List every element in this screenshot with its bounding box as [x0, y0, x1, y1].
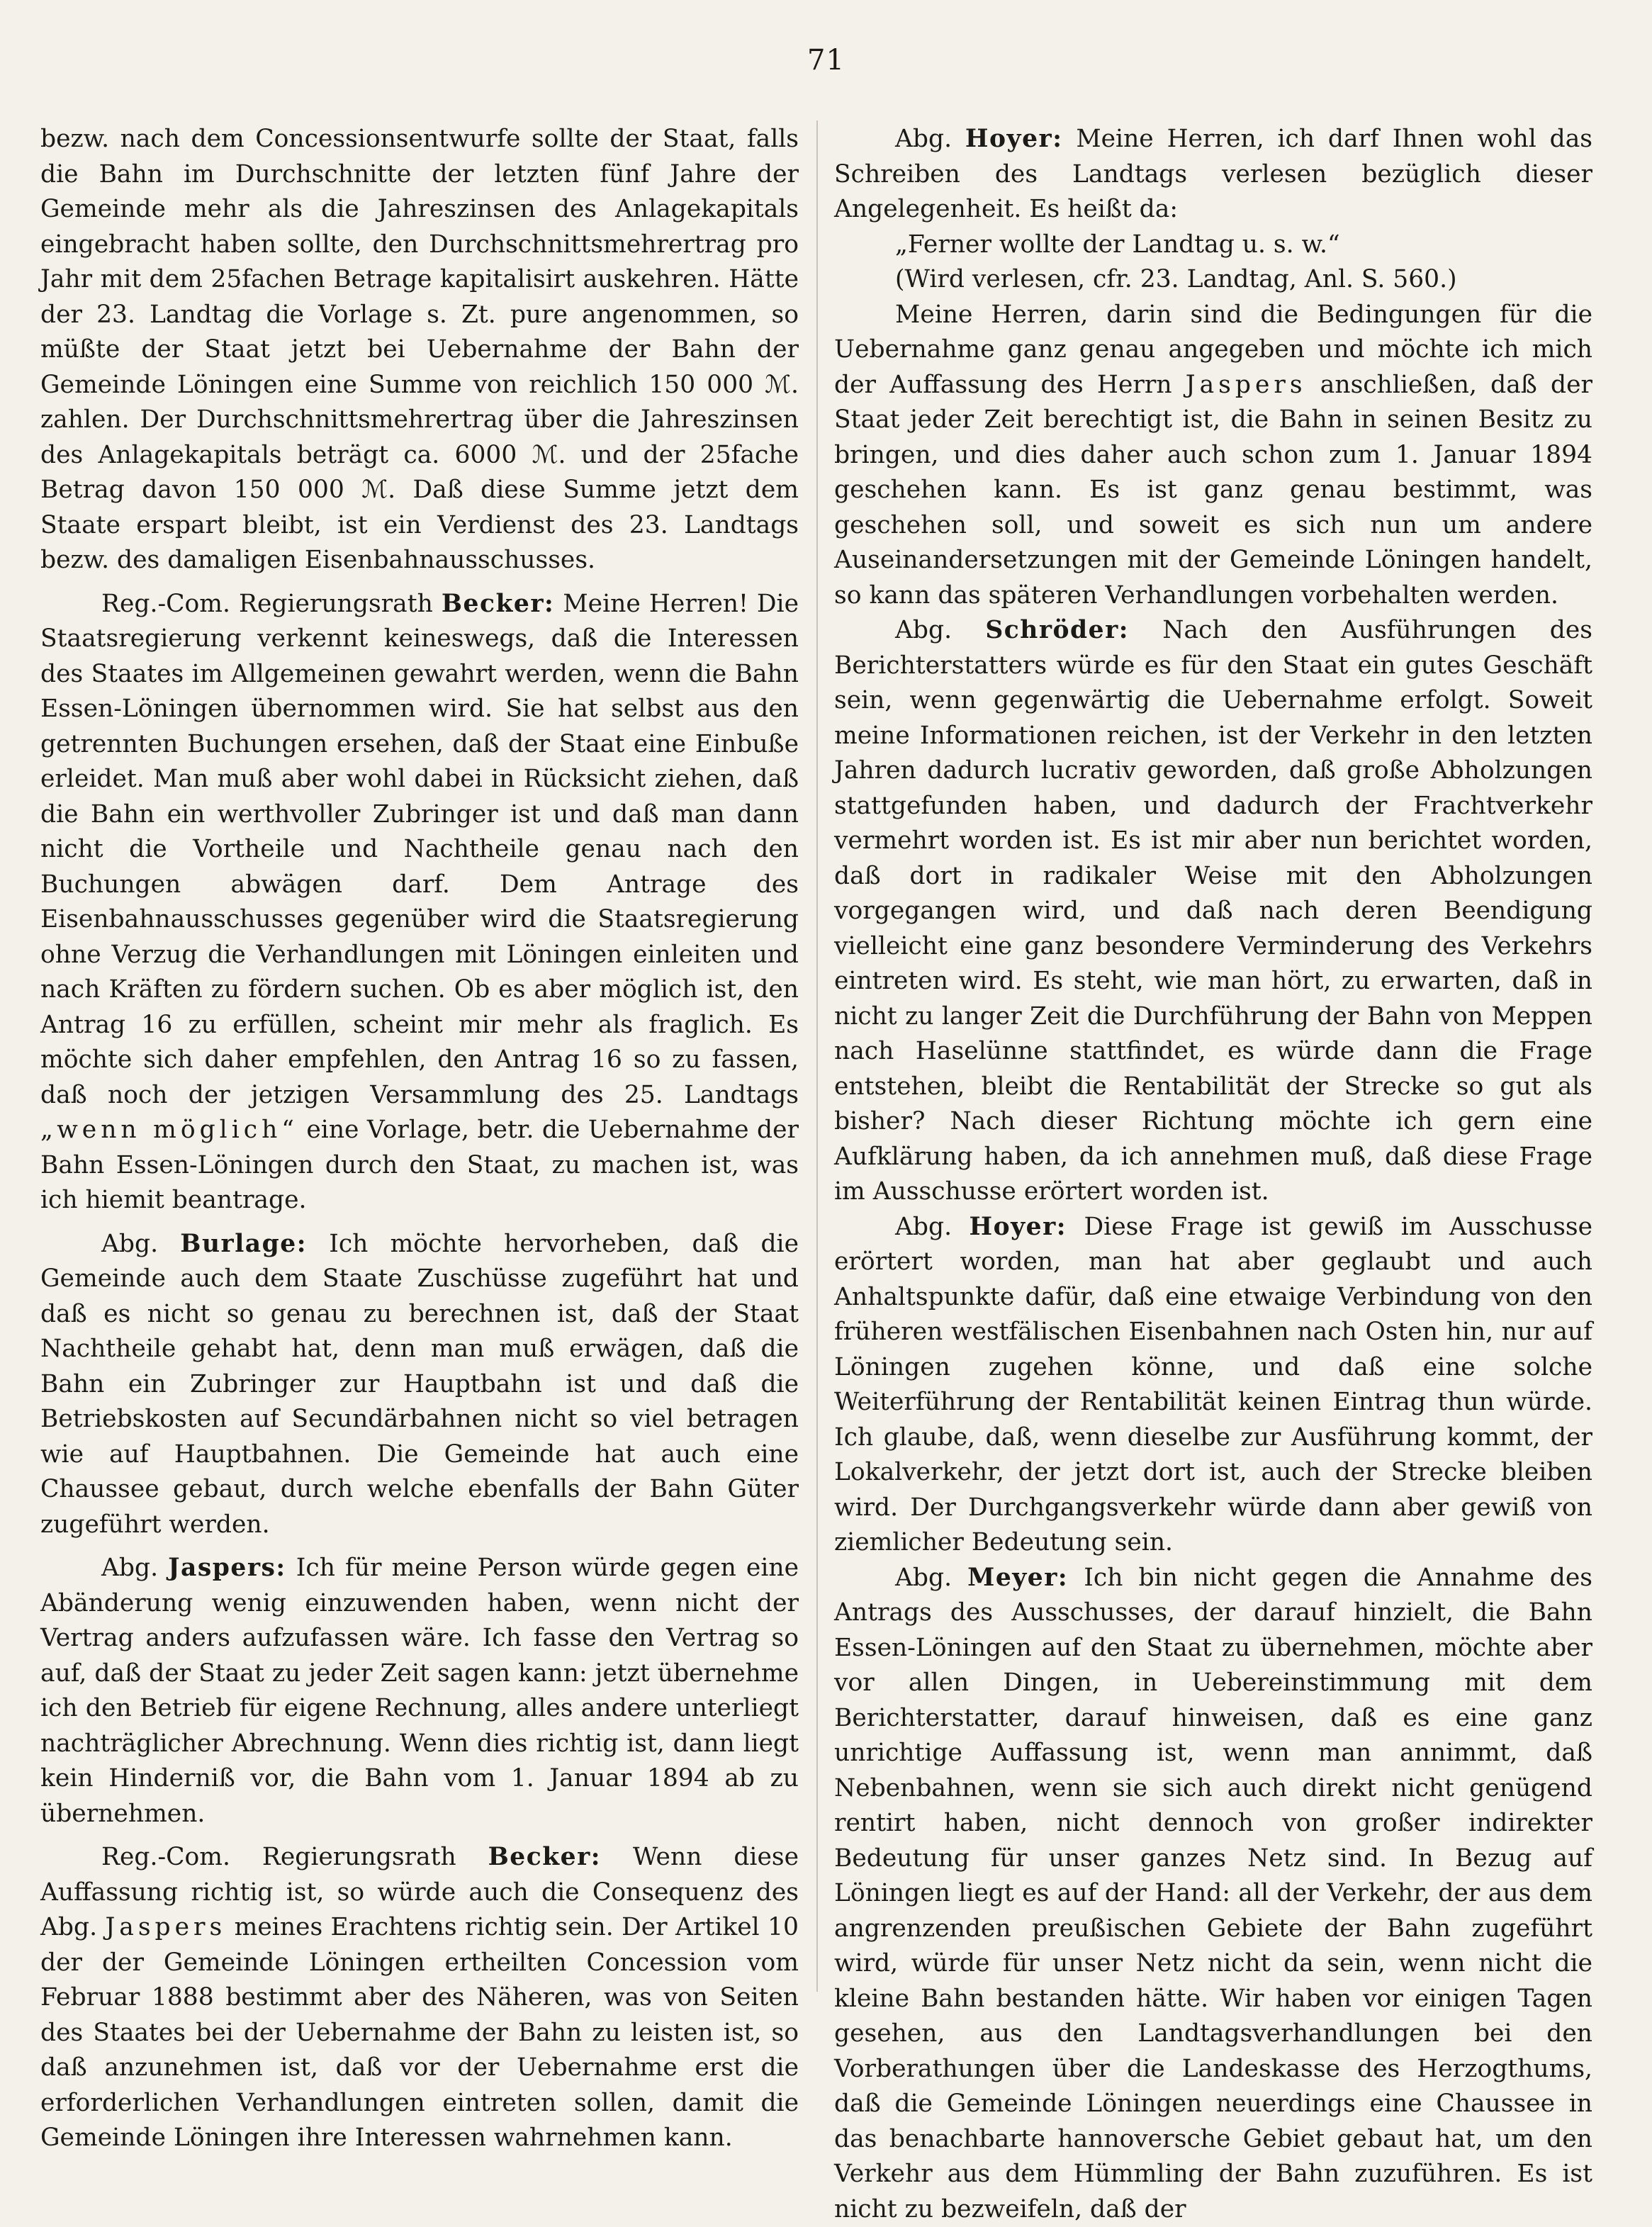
left-column	[40, 122, 799, 2064]
speech-text: anschließen, daß der Staat jeder Zeit berechtigt ist, die Bahn in seinen Besitz zu bringen, und dies daher auch schon zum 1. Januar 1894 geschehen kann. Es ist ganz genau bestimmt, was geschehen soll, und soweit es sich nun um andere Auseinandersetzungen mit der Gemeinde Löningen handelt, so kann das späteren Verhandlungen vorbehalten werden.	[834, 371, 1592, 610]
quoted-text: „Ferner wollte der Landtag u. s. w.“	[834, 228, 1592, 263]
speech-hoyer-1	[834, 122, 1592, 228]
speech-text: Wenn diese Auffassung richtig ist, so würde auch die Consequenz des Abg.	[40, 1843, 799, 1941]
speaker-title: Abg.	[895, 1564, 952, 1592]
page-number: 71	[0, 44, 1652, 77]
speech-schroeder	[834, 613, 1592, 1210]
speech-text: Nach den Ausführungen des Berichterstatters würde es für den Staat ein gutes Geschäft sein, wenn gegenwärtig die Uebernahme erfolgt. Soweit meine Informationen reichen, ist der Verkehr in den letzten Jahren dadurch lucrativ geworden, daß große Abholzungen stattgefunden haben, und dadurch der Frachtverkehr vermehrt worden ist. Es ist mir aber nun berichtet worden, daß dort in radikaler Weise mit den Abholzungen vorgegangen wird, und daß nach deren Beendigung vielleicht eine ganz besondere Verminderung des Verkehrs eintreten wird. Es steht, wie man hört, zu erwarten, daß in nicht zu langer Zeit die Durchführung der Bahn von Meppen nach Haselünne stattfindet, es würde dann die Frage entstehen, bleibt die Rentabilität der Strecke so gut als bisher? Nach dieser Richtung möchte ich gern eine Aufklärung haben, da ich annehmen muß, daß diese Frage im Ausschusse erörtert worden ist.	[834, 616, 1592, 1206]
speech-text: Diese Frage ist gewiß im Ausschusse erörtert worden, man hat aber geglaubt und auch Anhaltspunkte dafür, daß eine etwaige Verbindung von den früheren westfälischen Eisenbahnen nach Osten hin, nur auf Löningen zugehen könne, und daß eine solche Weiterführung der Rentabilität keinen Eintrag thun würde. Ich glaube, daß, wenn dieselbe zur Ausführung kommt, der Lokalverkehr, der jetzt dort ist, auch der Strecke bleiben wird. Der Durchgangsverkehr würde dann aber gewiß von ziemlicher Bedeutung sein.	[834, 1213, 1592, 1557]
speech-becker-2	[40, 1840, 799, 2156]
speech-text: Ich bin nicht gegen die Annahme des Antrags des Ausschusses, der darauf hinzielt, die Bahn Essen-Löningen auf den Staat zu übernehmen, möchte aber vor allen Dingen, in Uebereinstimmung mit dem Berichterstatter, darauf hinweisen, daß es eine ganz unrichtige Auffassung ist, wenn man annimmt, daß Nebenbahnen, wenn sie sich auch direkt nicht genügend rentirt haben, nicht dennoch von großer indirekter Bedeutung für unser ganzes Netz sind. In Bezug auf Löningen liegt es auf der Hand: all der Verkehr, der aus dem angrenzenden preußischen Gebiete der Bahn zugeführt wird, würde für unser Netz nicht da sein, wenn nicht die kleine Bahn bestanden hätte. Wir haben vor einigen Tagen gesehen, aus den Landtagsverhandlungen bei den Vorberathungen über die Landeskasse des Herzogthums, daß die Gemeinde Löningen neuerdings eine Chaussee in das benachbarte hannoversche Gebiet gebaut hat, um den Verkehr aus dem Hümmling der Bahn zuzuführen. Es ist nicht zu bezweifeln, daß der	[834, 1564, 1592, 2223]
speech-text: meines Erachtens richtig sein. Der Artikel 10 der der Gemeinde Löningen ertheilten Concession vom Februar 1888 bestimmt aber des Näheren, was von Seiten des Staates bei der Uebernahme der Bahn zu leisten ist, so daß anzunehmen ist, daß vor der Uebernahme erst die erforderlichen Verhandlungen eintreten sollen, damit die Gemeinde Löningen ihre Interessen wahrnehmen kann.	[40, 1913, 799, 2152]
emphasis-text: „wenn möglich“	[40, 1116, 298, 1144]
speaker-title: Reg.-Com. Regierungsrath	[101, 590, 433, 618]
column-divider	[816, 120, 818, 1992]
speaker-title: Reg.-Com. Regierungsrath	[101, 1843, 456, 1871]
speech-text: Ich möchte hervorheben, daß die Gemeinde auch dem Staate Zuschüsse zugeführt hat und daß es nicht so genau zu berechnen ist, daß der Staat Nachtheile gehabt hat, denn man muß erwägen, daß die Bahn ein Zubringer zur Hauptbahn ist und daß die Betriebskosten auf Secundärbahnen nicht so viel betragen wie auf Hauptbahnen. Die Gemeinde hat auch eine Chaussee gebaut, durch welche ebenfalls der Bahn Güter zugeführt werden.	[40, 1230, 799, 1539]
speech-becker-1	[40, 587, 799, 1218]
speaker-title: Abg.	[101, 1554, 158, 1582]
speaker-title: Abg.	[895, 616, 952, 644]
speaker-name: Hoyer:	[965, 125, 1063, 153]
speech-meyer	[834, 1561, 1592, 2227]
speech-jaspers	[40, 1551, 799, 1831]
speech-hoyer-2	[834, 1210, 1592, 1561]
speaker-name: Becker:	[442, 590, 554, 618]
speech-burlage	[40, 1227, 799, 1543]
speech-hoyer-1-continued	[834, 298, 1592, 614]
speaker-title: Abg.	[895, 1213, 952, 1241]
speaker-title: Abg.	[895, 125, 952, 153]
emphasis-text: Jaspers	[105, 1913, 226, 1941]
reading-note: (Wird verlesen, cfr. 23. Landtag, Anl. S. 560.)	[834, 262, 1592, 298]
speaker-name: Jaspers:	[168, 1554, 286, 1582]
speaker-name: Becker:	[488, 1843, 601, 1871]
speaker-name: Hoyer:	[970, 1213, 1067, 1241]
speech-text: Meine Herren, darin sind die Bedingungen für die Uebernahme ganz genau angegeben und möchte ich mich der Auffassung des Herrn	[834, 301, 1592, 399]
speaker-name: Schröder:	[985, 616, 1129, 644]
emphasis-text: Jaspers	[1186, 371, 1307, 399]
speech-text: Ich für meine Person würde gegen eine Abänderung wenig einzuwenden haben, wenn nicht der Vertrag anders aufzufassen wäre. Ich fasse den Vertrag so auf, daß der Staat zu jeder Zeit sagen kann: jetzt übernehme ich den Betrieb für eigene Rechnung, alles andere unterliegt nachträglicher Abrechnung. Wenn dies richtig ist, dann liegt kein Hinderniß vor, die Bahn vom 1. Januar 1894 ab zu übernehmen.	[40, 1554, 799, 1828]
speech-text: Meine Herren, ich darf Ihnen wohl das Schreiben des Landtags verlesen bezüglich dieser Angelegenheit. Es heißt da:	[834, 125, 1592, 223]
speaker-name: Burlage:	[180, 1230, 307, 1258]
right-column	[834, 122, 1592, 2064]
paragraph: bezw. nach dem Concessionsentwurfe sollte der Staat, falls die Bahn im Durchschnitte der letzten fünf Jahre der Gemeinde mehr als die Jahreszinsen des Anlagekapitals eingebracht haben sollte, den Durchschnittsmehrertrag pro Jahr mit dem 25fachen Betrage kapitalisirt auskehren. Hätte der 23. Landtag die Vorlage s. Zt. pure angenommen, so müßte der Staat jetzt bei Uebernahme der Bahn der Gemeinde Löningen eine Summe von reichlich 150 000 ℳ. zahlen. Der Durchschnittsmehrertrag über die Jahreszinsen des Anlagekapitals beträgt ca. 6000 ℳ. und der 25fache Betrag davon 150 000 ℳ. Daß diese Summe jetzt dem Staate erspart bleibt, ist ein Verdienst des 23. Landtags bezw. des damaligen Eisenbahnausschusses.	[40, 122, 799, 578]
speech-text: Meine Herren! Die Staatsregierung verkennt keineswegs, daß die Interessen des Staates im Allgemeinen gewahrt werden, wenn die Bahn Essen-Löningen übernommen wird. Sie hat selbst aus den getrennten Buchungen ersehen, daß der Staat eine Einbuße erleidet. Man muß aber wohl dabei in Rücksicht ziehen, daß die Bahn ein werthvoller Zubringer ist und daß man dann nicht die Vortheile und Nachtheile genau nach den Buchungen abwägen darf. Dem Antrage des Eisenbahnausschusses gegenüber wird die Staatsregierung ohne Verzug die Verhandlungen mit Löningen einleiten und nach Kräften zu fördern suchen. Ob es aber möglich ist, den Antrag 16 zu erfüllen, scheint mir mehr als fraglich. Es möchte sich daher empfehlen, den Antrag 16 so zu fassen, daß noch der jetzigen Versammlung des 25. Landtags	[40, 590, 799, 1109]
speaker-title: Abg.	[101, 1230, 158, 1258]
speaker-name: Meyer:	[967, 1564, 1068, 1592]
speech-text: eine Vorlage, betr. die Uebernahme der Bahn Essen-Löningen durch den Staat, zu machen ist, was ich hiemit beantrage.	[40, 1116, 799, 1214]
